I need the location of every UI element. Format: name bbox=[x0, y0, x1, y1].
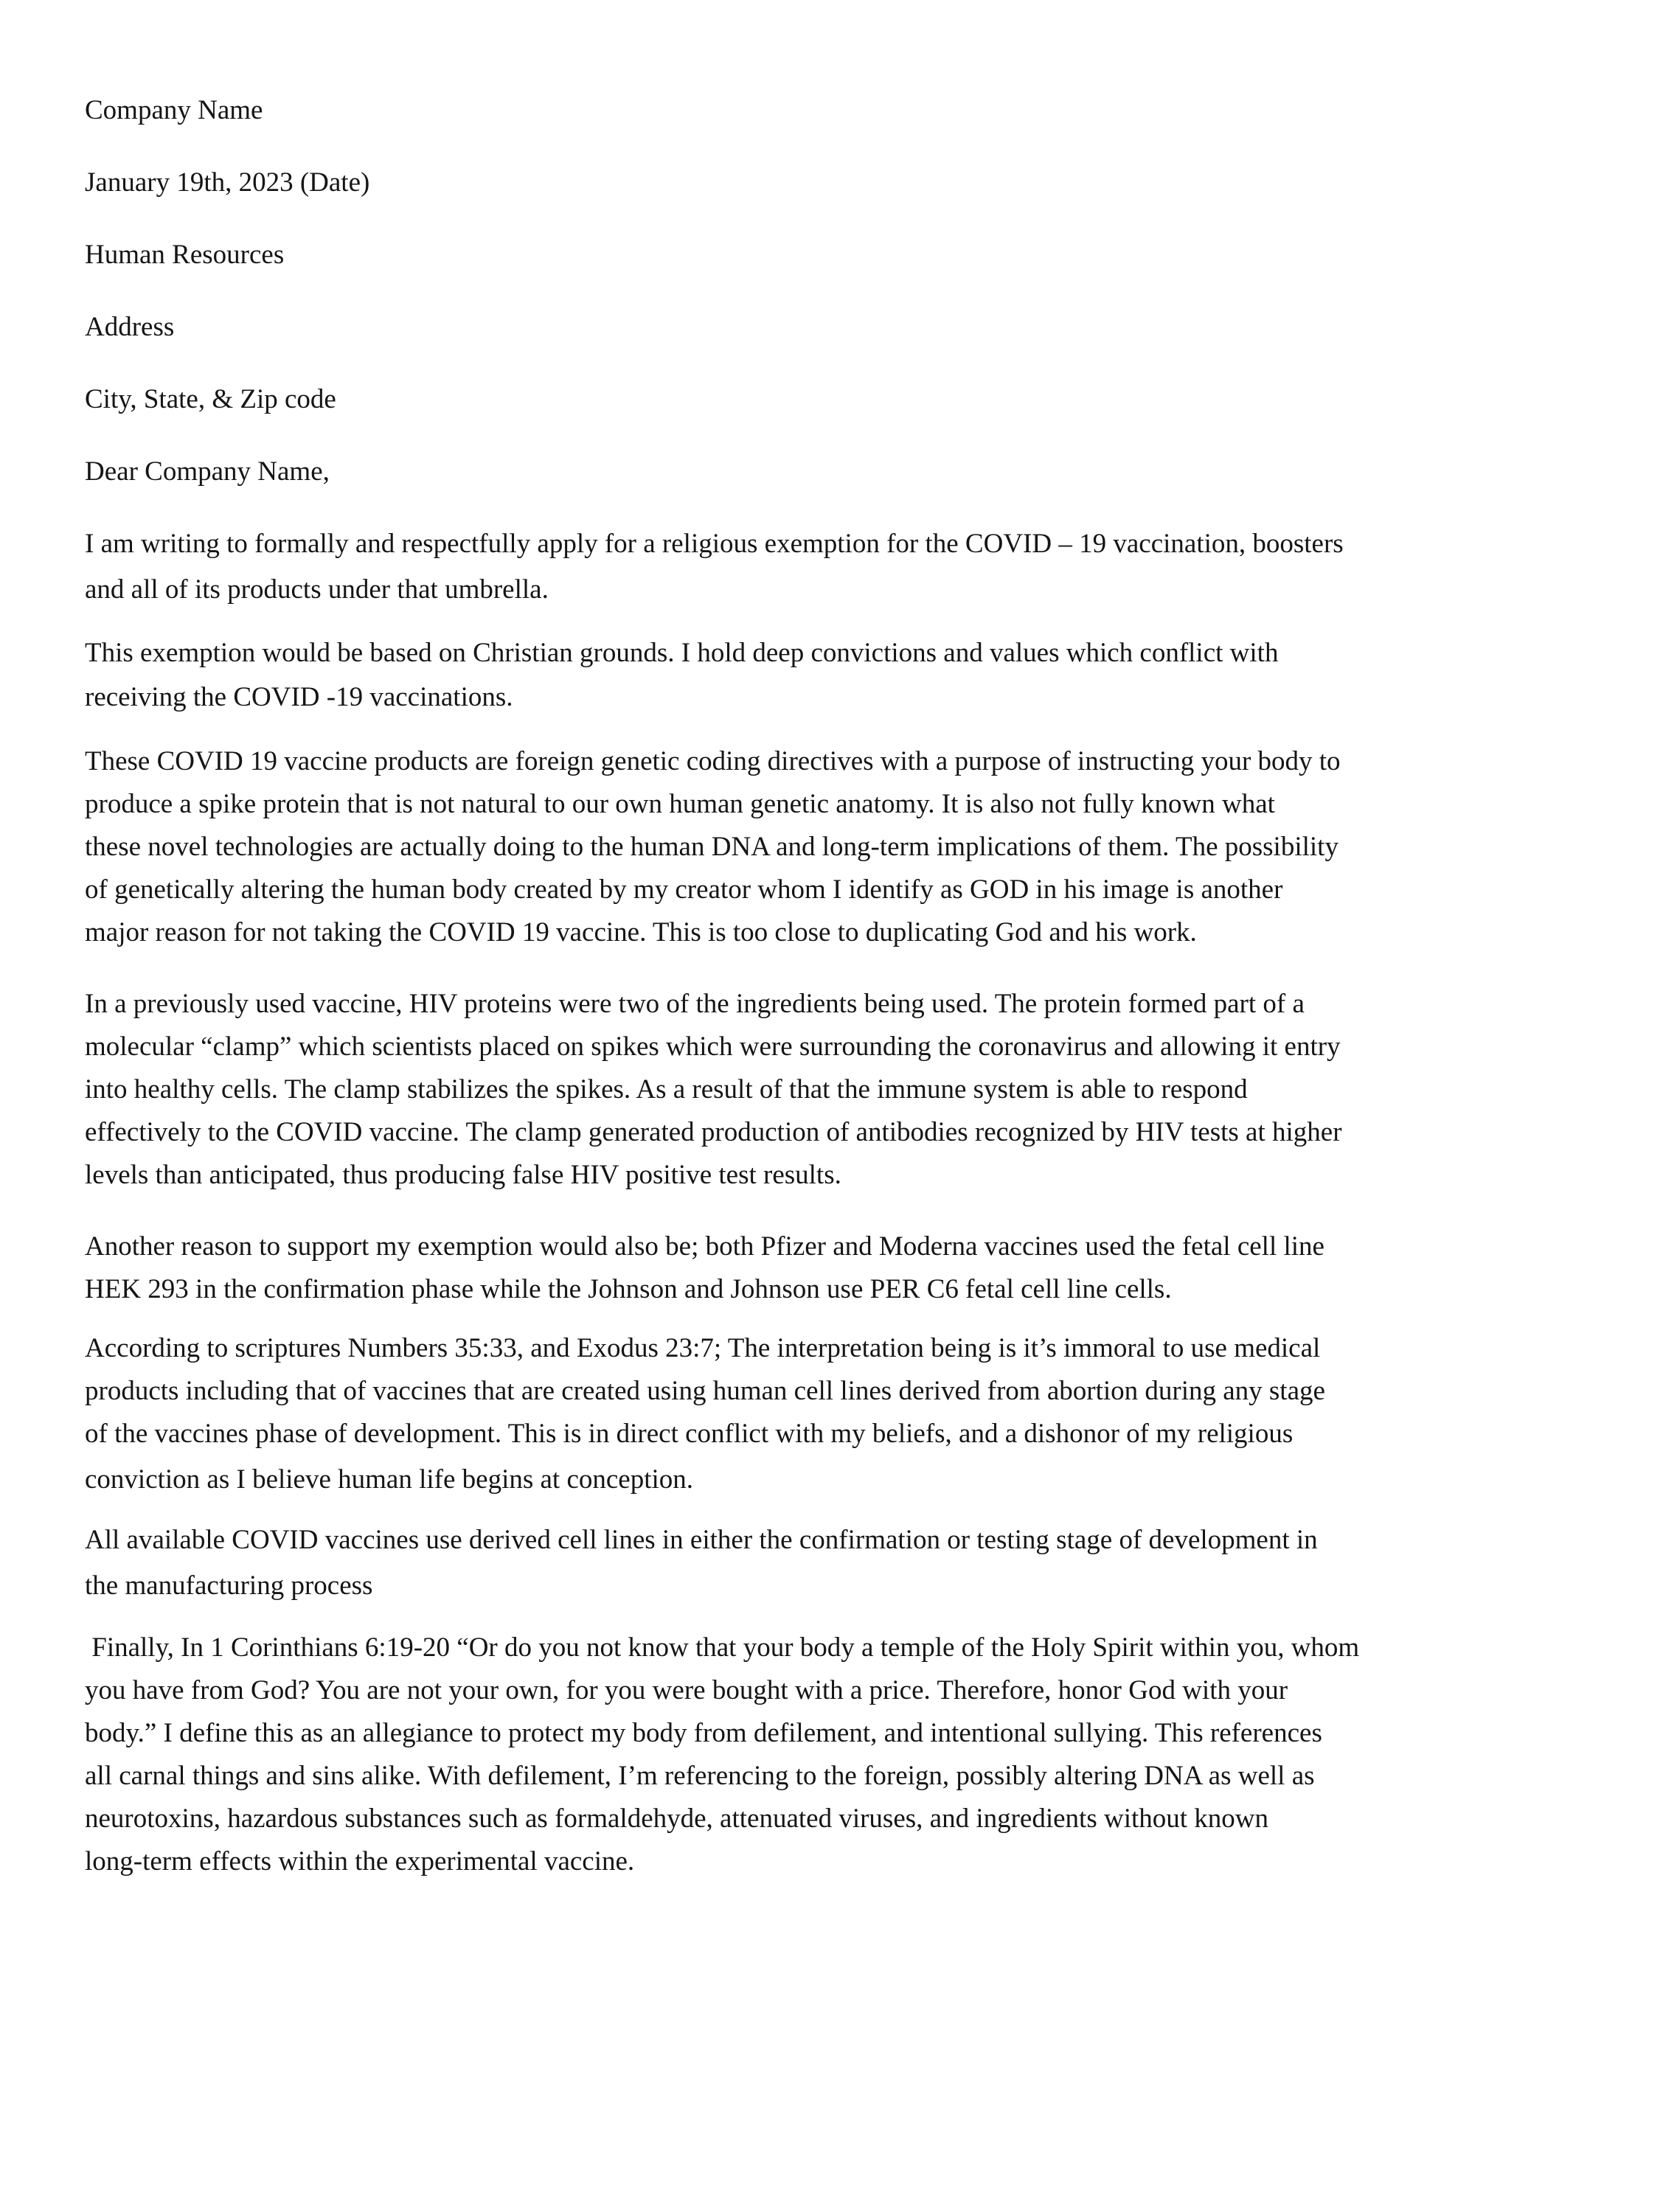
paragraph-line: All available COVID vaccines use derived cell lines in either the confirmation or testing stage of development in bbox=[85, 1525, 1318, 1555]
paragraph-line: HEK 293 in the confirmation phase while the Johnson and Johnson use PER C6 fetal cell line cells. bbox=[85, 1274, 1172, 1304]
paragraph-line: These COVID 19 vaccine products are foreign genetic coding directives with a purpose of instructing your body to bbox=[85, 746, 1341, 776]
paragraph-line: conviction as I believe human life begins at conception. bbox=[85, 1464, 694, 1495]
paragraph-line: I am writing to formally and respectfully apply for a religious exemption for the COVID – 19 vaccination, boosters bbox=[85, 529, 1344, 559]
paragraph-line: neurotoxins, hazardous substances such as formaldehyde, attenuated viruses, and ingredients without known bbox=[85, 1804, 1269, 1834]
paragraph-line: effectively to the COVID vaccine. The clamp generated production of antibodies recognized by HIV tests at higher bbox=[85, 1117, 1342, 1147]
paragraph-line: all carnal things and sins alike. With defilement, I’m referencing to the foreign, possibly altering DNA as well as bbox=[85, 1761, 1315, 1791]
letter-date: January 19th, 2023 (Date) bbox=[85, 167, 370, 198]
paragraph-line: these novel technologies are actually doing to the human DNA and long-term implications of them. The possibility bbox=[85, 832, 1339, 862]
paragraph-line: you have from God? You are not your own, for you were bought with a price. Therefore, honor God with your bbox=[85, 1675, 1288, 1705]
paragraph-line: of the vaccines phase of development. This is in direct conflict with my beliefs, and a dishonor of my religious bbox=[85, 1419, 1294, 1449]
paragraph-line: body.” I define this as an allegiance to protect my body from defilement, and intentional sullying. This references bbox=[85, 1718, 1322, 1748]
paragraph-line: of genetically altering the human body created by my creator whom I identify as GOD in his image is another bbox=[85, 874, 1283, 905]
paragraph-line: long-term effects within the experimental vaccine. bbox=[85, 1846, 635, 1877]
paragraph-line: produce a spike protein that is not natural to our own human genetic anatomy. It is also not fully known what bbox=[85, 789, 1275, 819]
paragraph-line: levels than anticipated, thus producing false HIV positive test results. bbox=[85, 1160, 841, 1190]
paragraph-line: the manufacturing process bbox=[85, 1571, 373, 1601]
paragraph-line: into healthy cells. The clamp stabilizes the spikes. As a result of that the immune system is able to respond bbox=[85, 1074, 1248, 1105]
paragraph-line: molecular “clamp” which scientists placed on spikes which were surrounding the coronavirus and allowing it entry bbox=[85, 1032, 1341, 1062]
paragraph-line: According to scriptures Numbers 35:33, and Exodus 23:7; The interpretation being is it’s immoral to use medical bbox=[85, 1333, 1321, 1363]
city-state-zip: City, State, & Zip code bbox=[85, 384, 336, 414]
department: Human Resources bbox=[85, 240, 285, 270]
paragraph-line: receiving the COVID -19 vaccinations. bbox=[85, 682, 513, 712]
paragraph-line: Another reason to support my exemption would also be; both Pfizer and Moderna vaccines used the fetal cell line bbox=[85, 1231, 1324, 1262]
salutation: Dear Company Name, bbox=[85, 456, 330, 487]
address: Address bbox=[85, 312, 175, 342]
paragraph-line: In a previously used vaccine, HIV proteins were two of the ingredients being used. The protein formed part of a bbox=[85, 989, 1305, 1019]
paragraph-line: Finally, In 1 Corinthians 6:19-20 “Or do you not know that your body a temple of the Holy Spirit within you, whom bbox=[85, 1632, 1360, 1663]
paragraph-line: and all of its products under that umbrella. bbox=[85, 574, 549, 605]
company-name: Company Name bbox=[85, 95, 263, 125]
paragraph-line: products including that of vaccines that are created using human cell lines derived from abortion during any stage bbox=[85, 1376, 1325, 1406]
paragraph-line: major reason for not taking the COVID 19 vaccine. This is too close to duplicating God and his work. bbox=[85, 917, 1197, 947]
paragraph-line: This exemption would be based on Christian grounds. I hold deep convictions and values which conflict with bbox=[85, 638, 1279, 668]
